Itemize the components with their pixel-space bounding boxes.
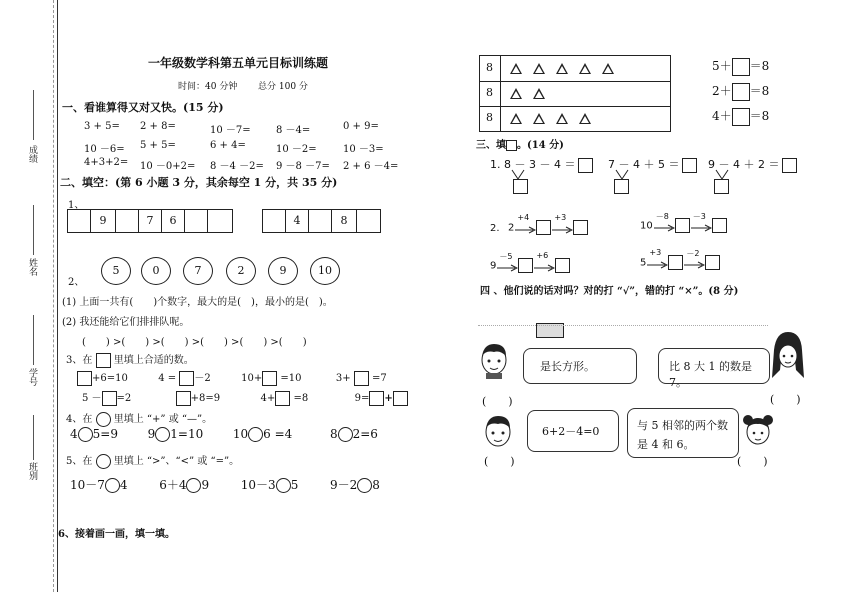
sidebar-line-class: [33, 415, 34, 460]
q2-label: 2、: [68, 277, 85, 288]
speech-bubble-4: [627, 408, 739, 458]
triangle-icon: [579, 63, 591, 74]
answer-paren[interactable]: ( ): [737, 455, 768, 468]
speech-bubble-1: [523, 348, 637, 384]
eq-row-2: [712, 82, 769, 101]
answer-box[interactable]: [536, 220, 551, 235]
seq2-cell[interactable]: 4: [286, 210, 309, 232]
number-bubble: 9: [268, 257, 298, 285]
q5-item: 4: [119, 478, 128, 492]
q4-row: [70, 427, 400, 442]
order-row[interactable]: ( ) >( ) >( ) >( ) >( ) >( ): [82, 337, 307, 348]
sidebar-line-number: [33, 315, 34, 365]
q5-item: 5: [290, 478, 299, 492]
arrow-icon: [551, 212, 573, 234]
section2-heading: 二、填空：(第 6 小题 3 分，其余每空 1 分，共 35 分): [60, 176, 338, 189]
arithmetic-item[interactable]: 8 －4 －2=: [210, 161, 264, 172]
q3-item: =8: [293, 393, 309, 404]
arithmetic-item[interactable]: 10 －6=: [84, 144, 125, 155]
flow-op: －5: [499, 251, 513, 261]
seq1-cell[interactable]: [208, 210, 233, 232]
q1-label: 1、: [68, 200, 85, 211]
sequence-box-1: [67, 209, 233, 233]
answer-box[interactable]: [369, 391, 384, 406]
arrow-icon: [514, 212, 536, 234]
q4-item: 9: [147, 427, 156, 441]
arithmetic-item[interactable]: 3 + 5=: [84, 121, 120, 132]
arithmetic-item[interactable]: 5 + 5=: [140, 140, 176, 151]
page-title: 一年级数学科第五单元目标训练题: [148, 56, 329, 70]
chain-connectors: [480, 165, 800, 200]
flow-row: [490, 250, 570, 273]
seq1-cell[interactable]: [185, 210, 208, 232]
answer-box[interactable]: [513, 179, 528, 194]
q5-item: 10－3: [240, 478, 276, 492]
circle-icon: [96, 454, 111, 469]
triangle-icon: [556, 113, 568, 124]
flow-start: 2: [508, 222, 515, 234]
q3-heading: [66, 351, 194, 368]
answer-circle[interactable]: [338, 427, 353, 442]
answer-box[interactable]: [393, 391, 408, 406]
seq2-cell[interactable]: [263, 210, 286, 232]
triangle-table: [479, 55, 671, 132]
seq2-cell[interactable]: [309, 210, 332, 232]
q3-item: =2: [116, 393, 132, 404]
speech-text: 是 4 和 6。: [637, 438, 695, 451]
seq1-cell[interactable]: [116, 210, 139, 232]
sequence-box-2: [262, 209, 381, 233]
flow-start: 10: [640, 220, 653, 232]
eq-left: 5＋: [712, 59, 732, 73]
answer-box[interactable]: [176, 391, 191, 406]
flow-op: －3: [692, 211, 706, 221]
row-number: 8: [486, 86, 493, 99]
q4-item: 6 =4: [263, 427, 293, 441]
binding-line-dashed: [53, 0, 54, 592]
seq1-cell[interactable]: 9: [91, 210, 116, 232]
eq-right: ＝8: [749, 109, 770, 123]
eq-row-3: [712, 107, 769, 126]
dotted-line: [478, 325, 768, 326]
row-number: 8: [486, 61, 493, 74]
triangle-icon: [579, 113, 591, 124]
q2-part1: (1) 上面一共有( )个数字，最大的是( )，最小的是( )。: [62, 297, 333, 308]
seq2-cell[interactable]: [357, 210, 381, 232]
seq2-cell[interactable]: 8: [332, 210, 357, 232]
q3-item: +8=9: [190, 393, 221, 404]
q3-item: 4+: [260, 393, 276, 404]
section4-heading: 四 、他们说的话对吗？对的打 “√”，错的打 “×”。(8 分): [480, 286, 739, 297]
binding-line: [57, 0, 58, 592]
speech-text: 6+2－4=0: [542, 425, 600, 438]
chain-expr: 9 － 4 ＋ 2 ＝: [708, 158, 780, 171]
flow-start: 5: [640, 257, 647, 269]
number-bubble: 2: [226, 257, 256, 285]
q3-row2: 5 － =2 +8=9 4+ =8 9= +: [82, 389, 412, 406]
q3-tail: 里填上合适的数。: [113, 355, 194, 366]
answer-circle[interactable]: [357, 478, 372, 493]
eq-left: 4＋: [712, 109, 732, 123]
answer-circle[interactable]: [105, 478, 120, 493]
answer-circle[interactable]: [155, 427, 170, 442]
answer-box[interactable]: [179, 371, 194, 386]
q3-item: 4 =: [158, 373, 177, 384]
answer-paren[interactable]: ( ): [770, 393, 801, 406]
answer-box[interactable]: [262, 371, 277, 386]
answer-box[interactable]: [732, 83, 750, 101]
speech-bubble-3: [527, 410, 619, 452]
answer-box[interactable]: [77, 371, 92, 386]
speech-text: 与 5 相邻的两个数: [637, 419, 728, 432]
flow-op: +3: [649, 247, 662, 257]
q4-tail: 里填上 “+” 或 “—”。: [113, 414, 213, 425]
flow-number: 2.: [490, 222, 500, 234]
q3-lead: 3、在: [66, 355, 93, 366]
q3-item: +6=10: [92, 373, 128, 384]
speech-text: 是长方形。: [540, 360, 595, 373]
q3-item: =7: [372, 373, 387, 384]
answer-circle[interactable]: [248, 427, 263, 442]
q4-item: 2=6: [352, 427, 378, 441]
q3-item: 5 －: [82, 393, 102, 404]
answer-box[interactable]: [614, 179, 629, 194]
triangle-icon: [510, 88, 522, 99]
flow-row: [640, 211, 727, 233]
seq1-cell[interactable]: 7: [139, 210, 162, 232]
flow-start: 9: [490, 260, 497, 272]
q5-row: [70, 476, 410, 493]
q3-item: 3+: [335, 373, 351, 384]
boy-avatar-2: [480, 412, 516, 452]
triangle-icon: [533, 113, 545, 124]
q3-item: =10: [280, 373, 302, 384]
chain-expr: 7 － 4 ＋ 5 ＝: [608, 158, 680, 171]
q3-item: 9=: [354, 393, 370, 404]
answer-circle[interactable]: [186, 478, 201, 493]
arithmetic-item[interactable]: 2 + 6 －4=: [343, 161, 399, 172]
exam-total: 总分 100 分: [258, 82, 308, 92]
flow-op: +3: [554, 212, 567, 222]
arithmetic-item[interactable]: 4+3+2=: [84, 157, 129, 168]
row-number: 8: [486, 111, 493, 124]
sidebar-label-number: 学号: [27, 368, 37, 386]
arrow-icon: [646, 247, 668, 269]
sidebar-label-score: 成绩: [27, 145, 37, 163]
sidebar-label-name: 姓名: [27, 258, 37, 276]
section3-heading: [476, 136, 564, 151]
arithmetic-item[interactable]: 8 －4=: [276, 125, 311, 136]
q6-heading: 6、接着画一画，填一填。: [58, 529, 175, 540]
section3-lead: 三、填: [476, 140, 506, 151]
triangle-icon: [533, 63, 545, 74]
triangle-icon: [510, 63, 522, 74]
arrow-icon: [496, 251, 518, 272]
q5-tail: 里填上 “>”、“<” 或 “=”。: [113, 456, 240, 467]
speech-bubble-2: [658, 348, 770, 389]
triangle-icon: [510, 113, 522, 124]
arrow-icon: [653, 211, 675, 232]
q5-item: 10－7: [70, 478, 105, 492]
girl-avatar: [768, 330, 808, 385]
seq1-cell[interactable]: [68, 210, 91, 232]
answer-paren[interactable]: ( ): [484, 455, 515, 468]
q5-item: 6＋4: [159, 478, 187, 492]
q5-lead: 5、在: [66, 456, 93, 467]
eq-row-1: [712, 57, 769, 76]
chain-expr: 8 － 3 － 4 ＝: [504, 158, 576, 171]
answer-box[interactable]: [705, 255, 720, 270]
q4-item: 8: [329, 427, 338, 441]
answer-box[interactable]: [714, 179, 729, 194]
answer-box[interactable]: [354, 371, 369, 386]
flow-row: [640, 247, 720, 270]
q4-item: 1=10: [170, 427, 204, 441]
answer-paren[interactable]: ( ): [482, 395, 513, 408]
flow-op: +4: [517, 212, 530, 222]
triangle-icon: [533, 88, 545, 99]
q2-part2: (2) 我还能给它们排排队呢。: [62, 317, 190, 328]
arithmetic-item[interactable]: 10 －0+2=: [140, 161, 196, 172]
number-bubble: 5: [101, 257, 131, 285]
answer-circle[interactable]: [276, 478, 291, 493]
sidebar-label-class: 班别: [27, 462, 37, 480]
arithmetic-item[interactable]: 10 －2=: [276, 144, 317, 155]
flow-op: +6: [536, 250, 549, 260]
triangle-icon: [602, 63, 614, 74]
answer-box[interactable]: [275, 391, 290, 406]
circle-icon: [96, 412, 111, 427]
arithmetic-item[interactable]: 10 －7=: [210, 125, 251, 136]
answer-box[interactable]: [555, 258, 570, 273]
arithmetic-item[interactable]: 0 + 9=: [343, 121, 379, 132]
square-icon: [506, 140, 517, 151]
arrow-icon: [683, 248, 705, 269]
answer-box[interactable]: [732, 58, 750, 76]
q4-item: 4: [70, 427, 78, 441]
q4-heading: [66, 410, 212, 427]
boy-avatar: [476, 340, 512, 380]
arrow-icon: [533, 250, 555, 272]
q3-item: 10+: [241, 373, 263, 384]
speech-text: 比 8 大 1 的数是 7。: [669, 360, 752, 389]
answer-box[interactable]: [712, 218, 727, 233]
arithmetic-item[interactable]: 10 －3=: [343, 144, 384, 155]
arithmetic-item[interactable]: 9 －8 －7=: [276, 161, 330, 172]
number-bubble: 7: [183, 257, 213, 285]
answer-box[interactable]: [573, 220, 588, 235]
q4-item: 5=9: [92, 427, 118, 441]
flow-op: －8: [655, 211, 669, 221]
sidebar-line-name: [33, 205, 34, 255]
exam-time: 时间：40 分钟: [178, 82, 238, 92]
answer-box[interactable]: [668, 255, 683, 270]
q5-item: 8: [372, 478, 380, 492]
arithmetic-item[interactable]: 2 + 8=: [140, 121, 176, 132]
seq1-cell[interactable]: 6: [162, 210, 185, 232]
flow-row: [490, 212, 588, 235]
q4-lead: 4、在: [66, 414, 93, 425]
square-icon: [96, 353, 111, 368]
q5-item: 9: [201, 478, 210, 492]
q5-heading: [66, 452, 239, 469]
answer-box[interactable]: [518, 258, 533, 273]
q3-row1: [77, 369, 407, 386]
number-bubble: 10: [310, 257, 340, 285]
q5-item: 9－2: [329, 478, 358, 492]
answer-box[interactable]: [675, 218, 690, 233]
arrow-icon: [690, 211, 712, 232]
eq-right: ＝8: [749, 59, 770, 73]
number-bubble: 0: [141, 257, 171, 285]
triangle-icon: [556, 63, 568, 74]
section3-tail: 。(14 分): [517, 140, 564, 151]
girl-avatar-2: [740, 410, 776, 454]
eq-left: 2＋: [712, 84, 732, 98]
q3-item: －2: [194, 373, 211, 384]
sidebar-line-score: [33, 90, 34, 140]
flow-op: －2: [686, 248, 700, 258]
answer-box[interactable]: [732, 108, 750, 126]
section1-heading: 一、看谁算得又对又快。(15 分): [62, 101, 224, 114]
eq-right: ＝8: [749, 84, 770, 98]
answer-box[interactable]: [102, 391, 117, 406]
arithmetic-item[interactable]: 6 + 4=: [210, 140, 246, 151]
chain-number: 1.: [490, 158, 501, 171]
answer-circle[interactable]: [78, 427, 93, 442]
q4-item: 10: [232, 427, 249, 441]
